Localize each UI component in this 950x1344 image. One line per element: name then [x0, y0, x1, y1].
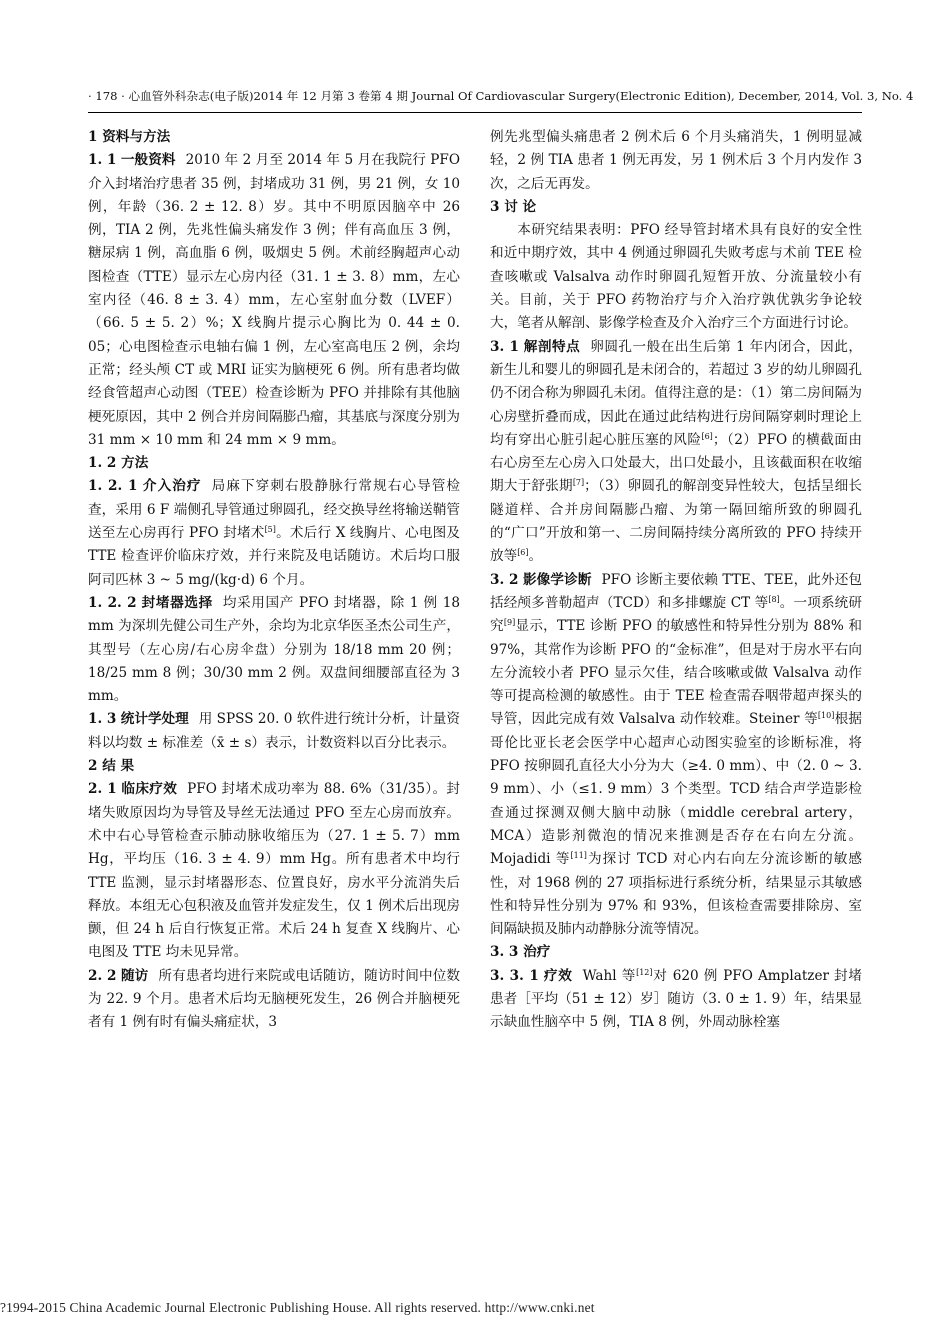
subsection-number: 1. 1 [88, 152, 117, 169]
paragraph-text: 2010 年 2 月至 2014 年 5 月在我院行 PFO 介入封堵治疗患者 35 例，封堵成功 31 例，男 21 例，女 10 例，年龄（36. 2 ± 12. 8）岁。其中不明原因脑卒中 26 例，TIA 2 例，先兆性偏头痛发作 3 例；伴有高血压 3 例，糖尿病 1 例，高血脂 6 例，吸烟史 5 例。术前经胸超声心动图检查（TTE）显示左心房内径（31. 1 ± 3. 8）mm，左心室内径（46. 8 ± 3. 4）mm，左心室射血分数（LVEF）（66. 5 ± 5. 2）%；X 线胸片提示心胸比为 0. 44 ± 0. 05；心电图检查示电轴右偏 1 例，左心室高电压 2 例，余均正常；经头颅 CT 或 MRI 证实为脑梗死 6 例。所有患者均做经食管超声心动图（TEE）检查诊断为 PFO 并排除有其他脑梗死原因，其中 2 例合并房间隔膨凸瘤，其基底与深度分别为 31 mm × 10 mm 和 24 mm × 9 mm。 [88, 152, 461, 448]
copyright-footer: ?1994-2015 China Academic Journal Electronic Publishing House. All rights reserved. http://www.cnki.net [0, 1300, 595, 1315]
paragraph-text: 为探讨 TCD 对心内右向左分流诊断的敏感性，对 1968 例的 27 项指标进行系统分析，结果显示其敏感性和特异性分别为 97% 和 93%，但该检查需要排除房、室间隔缺损及肺内动静脉分流等情况。 [490, 851, 862, 938]
paragraph-text: 根据哥伦比亚长老会医学中心超声心动图实验室的诊断标准，将 PFO 按卵圆孔直径大小分为大（≥4. 0 mm）、中（2. 0 ~ 3. 9 mm）、小（≤1. 9 mm）3 个类型。TCD 结合声学造影检查通过探测双侧大脑中动脉（middle cerebral artery，MCA）造影剂微泡的情况来推测是否存在右向左分流。Mojadidi 等 [490, 711, 862, 868]
paragraph-text: 均采用国产 PFO 封堵器，除 1 例 18 mm 为深圳先健公司生产外，余均为北京华医圣杰公司生产，其型号（左心房/右心房伞盘）分别为 18/18 mm 20 例；18/25 mm 8 例；30/30 mm 2 例。双盘间细腰部直径为 3 mm。 [88, 594, 461, 705]
paragraph-general-data [88, 149, 460, 452]
subsection-number: 2. 2 [88, 967, 117, 984]
paragraph-text: PFO 诊断主要依赖 TTE、TEE，此外还包括经颅多普勒超声（TCD）和多排螺旋 CT 等 [490, 571, 863, 611]
subsection-title: 随访 [120, 967, 149, 984]
paragraph-imaging [490, 569, 862, 942]
left-column [88, 126, 460, 1035]
subsection-title: 一般资料 [120, 152, 176, 169]
paragraph-efficacy [490, 965, 862, 1035]
paragraph-text: 用 SPSS 20. 0 软件进行统计分析，计量资料以均数 ± 标准差（x̄ ± s）表示，计数资料以百分比表示。 [88, 711, 460, 751]
citation-ref: [11] [570, 851, 587, 861]
subsection-number: 3. 2 [490, 571, 519, 588]
subsection-heading-treatment: 3. 3 治疗 [490, 944, 551, 961]
paragraph-intervention [88, 475, 460, 591]
citation-ref: [8] [768, 594, 780, 604]
paragraph-text: 卵圆孔一般在出生后第 1 年内闭合，因此，新生儿和婴儿的卵圆孔是未闭合的，若超过 3 岁的幼儿卵圆孔仍不闭合称为卵圆孔未闭。值得注意的是：（1）第二房间隔为心房壁折叠而成，因此在通过此结构进行房间隔穿刺时理论上均有穿出心脏引起心脏压塞的风险 [490, 338, 863, 448]
citation-ref: [5] [264, 525, 276, 535]
paragraph-text: ；（3）卵圆孔的解剖变异性较大，包括呈细长隧道样、合并房间隔膨凸瘤、为第一隔回缩所致的卵圆孔的“广口”开放和第一、二房间隔持续分离所致的 PFO 持续开放等 [490, 478, 863, 565]
section-heading-discussion: 3 讨 论 [490, 198, 537, 215]
subsection-number: 1. 3 [88, 711, 117, 728]
paragraph-occluder [88, 592, 460, 708]
paragraph-text: 显示，TTE 诊断 PFO 的敏感性和特异性分别为 88% 和 97%，其常作为诊断 PFO 的“金标准”，但是对于房水平右向左分流较小者 PFO 显示欠佳，结合咳嗽或做 Valsalva 动作等可提高检测的敏感性。由于 TEE 检查需吞咽带超声探头的导管，因此完成有效 Valsalva 动作较难。Steiner 等 [490, 618, 862, 728]
paragraph-statistics [88, 708, 460, 755]
header-rule [88, 112, 862, 113]
subsection-title: 统计学处理 [120, 711, 189, 728]
citation-ref: [10] [817, 711, 835, 721]
running-header: · 178 · 心血管外科杂志(电子版)2014 年 12 月第 3 卷第 4 期 Journal Of Cardiovascular Surgery(Electronic Edition), December, 2014, Vol. 3, No. 4 [88, 89, 914, 103]
citation-ref: [9] [503, 618, 516, 628]
paragraph-discussion-intro: 本研究结果表明：PFO 经导管封堵术具有良好的安全性和近中期疗效，其中 4 例通过卵圆孔失败考虑与术前 TEE 检查咳嗽或 Valsalva 动作时卵圆孔短暂开放、分流量较小有关。目前，关于 PFO 药物治疗与介入治疗孰优孰劣争论较大，笔者从解剖、影像学检查及介入治疗三个方面进行讨论。 [490, 222, 862, 332]
citation-ref: [6] [517, 548, 529, 558]
right-column [490, 126, 862, 1035]
citation-ref: [12] [636, 967, 653, 977]
paragraph-anatomy [490, 336, 862, 569]
section-heading-results: 2 结 果 [88, 758, 135, 775]
paragraph-follow-up-continued: 例先兆型偏头痛患者 2 例术后 6 个月头痛消失，1 例明显减轻，2 例 TIA 患者 1 例无再发，另 1 例术后 3 个月内发作 3 次，之后无再发。 [490, 129, 862, 192]
subsection-title: 介入治疗 [142, 478, 202, 495]
paragraph-text: 。一项系统研究 [490, 594, 862, 635]
paragraph-follow-up [88, 965, 460, 1035]
subsection-number: 1. 2. 2 [88, 594, 137, 611]
subsection-number: 3. 3. 1 [490, 967, 539, 984]
paragraph-text: 所有患者均进行来院或电话随访，随访时间中位数为 22. 9 个月。患者术后均无脑梗死发生，26 例合并脑梗死者有 1 例有时有偏头痛症状，3 [88, 967, 461, 1031]
paragraph-text: Wahl 等 [582, 967, 637, 984]
paragraph-text: ；（2）PFO 的横截面由右心房至左心房入口处最大，出口处最小，且该截面积在收缩期大于舒张期 [490, 431, 862, 495]
subsection-number: 2. 1 [88, 781, 117, 798]
paragraph-text: 。术后行 X 线胸片、心电图及 TTE 检查评价临床疗效，并行来院及电话随访。术后均口服阿司匹林 3 ~ 5 mg/(kg·d) 6 个月。 [88, 525, 460, 588]
paragraph-text: 对 620 例 PFO Amplatzer 封堵患者［平均（51 ± 12）岁］随访（3. 0 ± 1. 9）年，结果显示缺血性脑卒中 5 例，TIA 8 例，外周动脉栓塞 [490, 967, 863, 1031]
subsection-heading-methods: 1. 2 方法 [88, 455, 149, 472]
citation-ref: [7] [572, 478, 585, 488]
subsection-number: 3. 1 [490, 338, 519, 355]
subsection-title: 影像学诊断 [522, 571, 592, 588]
subsection-title: 临床疗效 [121, 781, 178, 798]
citation-ref: [6] [701, 431, 713, 441]
paragraph-text: 。 [528, 548, 543, 565]
subsection-title: 封堵器选择 [141, 594, 213, 611]
subsection-title: 解剖特点 [523, 338, 581, 355]
paragraph-clinical-efficacy [88, 778, 460, 964]
paragraph-text: 局麻下穿刺右股静脉行常规右心导管检查，采用 6 F 端侧孔导管通过卵圆孔，经交换导丝将输送鞘管送至左心房再行 PFO 封堵术 [88, 478, 461, 542]
subsection-title: 疗效 [543, 967, 573, 984]
paragraph-text: PFO 封堵术成功率为 88. 6%（31/35）。封堵失败原因均为导管及导丝无法通过 PFO 至左心房而放弃。术中右心导管检查示肺动脉收缩压为（27. 1 ± 5. 7）mm Hg，平均压（16. 3 ± 4. 9）mm Hg。所有患者术中均行 TTE 监测，显示封堵器形态、位置良好，房水平分流消失后释放。本组无心包积液及血管并发症发生，仅 1 例术后出现房颤，但 24 h 后自行恢复正常。术后 24 h 复查 X 线胸片、心电图及 TTE 均未见异常。 [88, 781, 461, 961]
section-heading-methods: 1 资料与方法 [88, 129, 171, 145]
subsection-number: 1. 2. 1 [88, 478, 138, 495]
